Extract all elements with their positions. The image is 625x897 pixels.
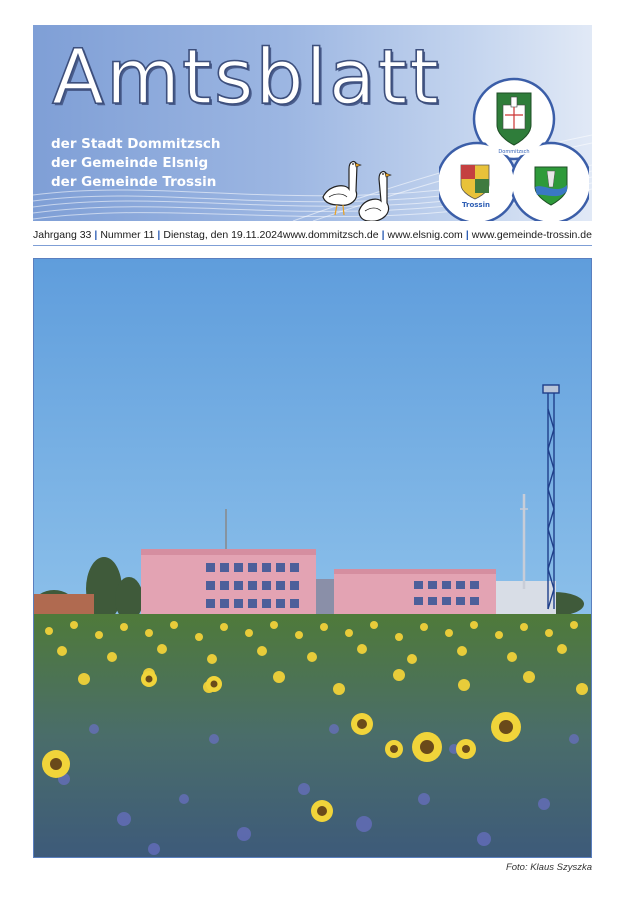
roof-left — [34, 594, 94, 614]
goose-right-icon — [359, 172, 391, 221]
photo-credit: Foto: Klaus Szyszka — [505, 862, 592, 873]
goose-left-icon — [323, 162, 361, 215]
cover-photo-illustration — [34, 259, 592, 858]
municipality-list — [51, 135, 220, 192]
subtitle-trossin: der Gemeinde Trossin — [51, 174, 217, 190]
building-grey — [496, 581, 556, 617]
issue-date: Dienstag, den 19.11.2024 — [163, 229, 283, 241]
issue-number: Nummer 11 — [100, 229, 155, 241]
subtitle-dommitzsch: der Stadt Dommitzsch — [51, 136, 221, 152]
issue-meta — [33, 229, 283, 241]
separator: | — [381, 229, 385, 241]
separator: | — [94, 229, 98, 241]
issue-volume: Jahrgang 33 — [33, 229, 92, 241]
separator: | — [157, 229, 161, 241]
dommitzsch-crest-label: Dommitzsch — [498, 149, 530, 155]
coats-of-arms — [439, 75, 589, 221]
trossin-crest-label: Trossin — [462, 201, 490, 209]
link-dommitzsch[interactable]: www.dommitzsch.de — [282, 229, 379, 241]
trossin-crest-icon — [461, 165, 490, 209]
cover-photo — [33, 258, 592, 858]
issue-info-bar — [33, 226, 592, 244]
header-rule — [33, 245, 592, 246]
geese-illustration — [319, 145, 409, 221]
subtitle-elsnig: der Gemeinde Elsnig — [51, 155, 209, 171]
masthead-title: Amtsblatt — [52, 32, 441, 121]
building-right — [334, 569, 496, 621]
website-links — [283, 229, 592, 241]
link-elsnig[interactable]: www.elsnig.com — [387, 229, 463, 241]
separator: | — [465, 229, 469, 241]
link-trossin[interactable]: www.gemeinde-trossin.de — [471, 229, 592, 241]
print-mark — [9, 24, 19, 48]
masthead-banner — [33, 25, 592, 221]
